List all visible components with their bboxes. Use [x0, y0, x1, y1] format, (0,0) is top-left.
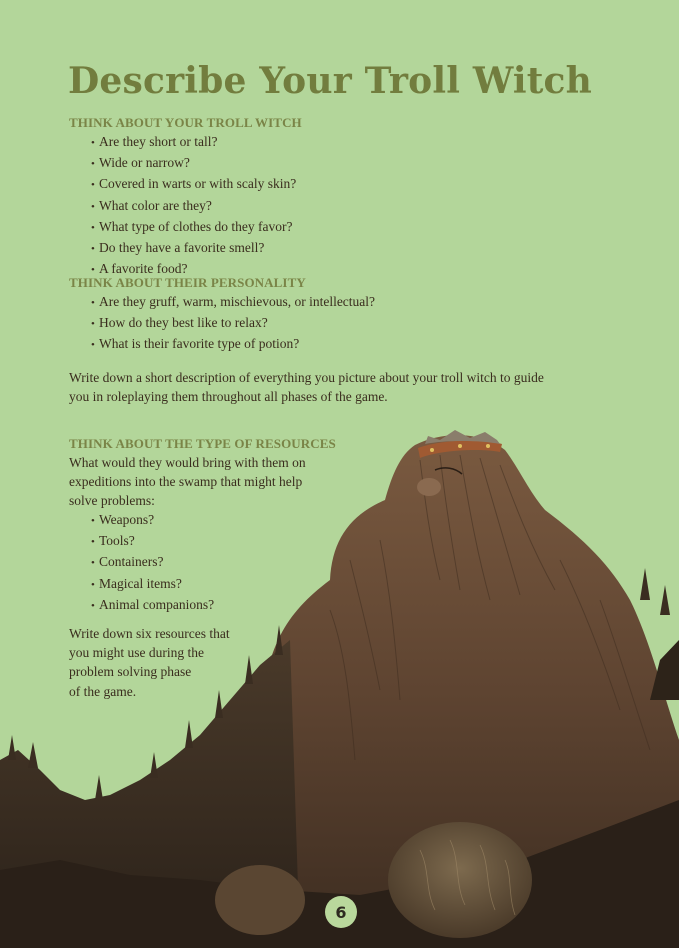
troll-nose: [417, 478, 441, 496]
heading-personality: THINK ABOUT THEIR PERSONALITY: [69, 275, 306, 290]
list-item: • Are they gruff, warm, mischievous, or intellectual?: [91, 294, 376, 309]
list-item: • Do they have a favorite smell?: [91, 240, 265, 256]
list-item: • Are they short or tall?: [91, 134, 218, 149]
troll-questions-list: [91, 132, 296, 280]
personality-questions-list: [91, 292, 375, 356]
list-item: • Weapons?: [91, 512, 155, 527]
heading-troll-witch: THINK ABOUT YOUR TROLL WITCH: [69, 115, 302, 130]
list-item: • Animal companions?: [91, 596, 215, 612]
page-title: Describe Your Troll Witch: [68, 60, 593, 102]
list-item: • Containers?: [91, 554, 164, 570]
resources-closing: Write down six resources that you might use during the problem solving phase of the game.: [69, 626, 230, 699]
list-item: • What is their favorite type of potion?: [91, 336, 300, 352]
bush-small: [215, 865, 305, 935]
list-item: • Tools?: [91, 533, 135, 549]
resources-list: [91, 510, 214, 616]
bush-large: [388, 822, 532, 938]
list-item: • How do they best like to relax?: [91, 315, 268, 331]
list-item: • What color are they?: [91, 197, 212, 213]
list-item: • What type of clothes do they favor?: [91, 218, 293, 234]
list-item: • Magical items?: [91, 575, 182, 591]
list-item: • Covered in warts or with scaly skin?: [91, 176, 297, 192]
list-item: • A favorite food?: [91, 261, 188, 277]
resources-intro: What would they would bring with them on expeditions into the swamp that might help solve problems:: [69, 455, 306, 509]
description-paragraph: Write down a short description of everything you picture about your troll witch to guide you in roleplaying them throughout all phases of the game.: [69, 370, 544, 405]
heading-resources: THINK ABOUT THE TYPE OF RESOURCES: [69, 436, 336, 451]
list-item: • Wide or narrow?: [91, 155, 190, 171]
page-number-badge: 6: [325, 896, 357, 928]
